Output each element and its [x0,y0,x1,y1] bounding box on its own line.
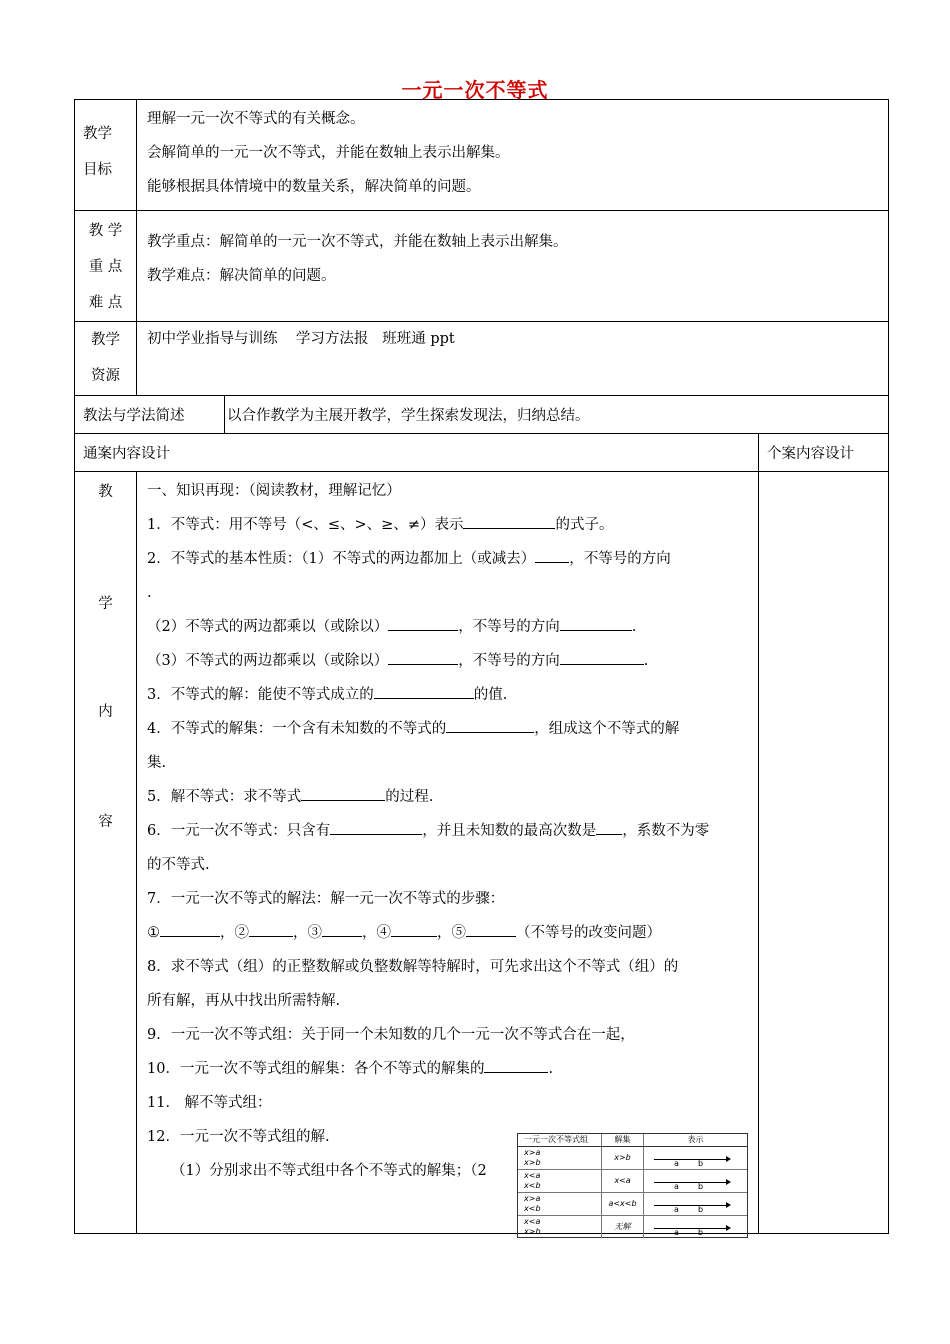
text-segment: 10．一元一次不等式组的解集：各个不等式的解集的 [147,1061,485,1077]
figure-header-cell: 解集 [602,1134,644,1146]
system-line: x>a [524,1148,541,1157]
content-line [137,1052,758,1086]
fill-blank[interactable] [160,920,220,937]
text-segment: 4．不等式的解集：一个含有未知数的不等式的 [147,721,447,737]
fill-blank[interactable] [330,818,422,835]
fill-blank[interactable] [388,648,458,665]
individual-design-column [759,472,889,1234]
methods-text: 以合作教学为主展开教学，学生探索发现法，归纳总结。 [227,408,590,424]
text-segment: 7．一元一次不等式的解法：解一元一次不等式的步骤： [147,891,505,907]
system-line: x>a [524,1194,541,1203]
text-segment: ，组成这个不等式的解 [534,721,680,737]
fill-blank[interactable] [249,920,293,937]
content-side-char: 内 [98,704,113,720]
text-segment: 的式子。 [555,517,614,533]
figure-row [518,1147,747,1170]
content-line [137,644,758,678]
system-line: x<b [524,1204,541,1213]
content-line [137,610,758,644]
text-segment: （1）分别求出不等式组中各个不等式的解集；（2 [171,1163,487,1179]
text-segment: ，④ [362,925,391,941]
figure-system-cell [518,1193,602,1215]
figure-system-cell [518,1170,602,1192]
figure-header-cell: 表示 [687,1135,704,1144]
page-title: 一元一次不等式 [401,78,549,102]
fill-blank[interactable] [322,920,362,937]
text-segment: ，不等号的方向 [458,653,560,669]
content-line [137,678,758,712]
fill-blank[interactable] [560,648,644,665]
figure-system-cell [518,1147,602,1169]
text-segment: ，系数不为零 [622,823,710,839]
content-line [137,746,758,780]
text-segment: （不等号的改变问题） [516,925,661,941]
fill-blank[interactable] [466,920,516,937]
text-segment: 12．一元一次不等式组的解. [147,1129,330,1145]
number-line-diagram [644,1147,747,1169]
content-side-char: 教 [98,484,113,500]
objectives-content [137,100,889,211]
content-line [137,814,758,848]
figure-row [518,1170,747,1193]
fill-blank[interactable] [301,784,385,801]
content-line [137,984,758,1018]
text-segment: 所有解，再从中找出所需特解. [147,993,341,1009]
number-line-diagram [644,1170,747,1192]
text-segment: ，并且未知数的最高次数是 [422,823,597,839]
text-segment: 8．求不等式（组）的正整数解或负整数解等特解时，可先求出这个不等式（组）的 [147,959,679,975]
number-line-diagram [644,1216,747,1238]
figure-row [518,1193,747,1216]
content-line [137,950,758,984]
objectives-label-text: 教学目标 [83,126,112,178]
axis-label: b [698,1182,704,1191]
figure-solution-cell: x>b [602,1147,644,1169]
text-segment: ，不等号的方向 [458,619,560,635]
axis-label: b [698,1159,704,1168]
text-segment: 3．不等式的解：能使不等式成立的 [147,687,374,703]
axis-label: b [698,1205,704,1214]
resources-label [75,322,137,396]
content-line [137,508,758,542]
inequality-system-figure [517,1133,748,1238]
fill-blank[interactable] [484,1056,548,1073]
text-segment: . [147,585,152,601]
text-segment: . [643,653,649,669]
system-line: x<a [524,1217,541,1226]
keypoints-label [75,211,137,322]
figure-solution-cell: a<x<b [602,1193,644,1215]
objectives-label [75,100,137,211]
content-line [137,780,758,814]
keypoints-label-line: 重 点 [88,259,123,275]
text-segment: 6．一元一次不等式：只含有 [147,823,331,839]
resources-label-line: 资源 [91,368,120,384]
text-segment: 集. [147,755,167,771]
system-line: x>b [524,1227,541,1236]
content-line [137,916,758,950]
axis-label: a [674,1159,679,1168]
text-segment: 9．一元一次不等式组：关于同一个未知数的几个一元一次不等式合在一起， [147,1027,635,1043]
system-line: x>b [524,1158,541,1167]
figure-header-row [518,1134,747,1147]
methods-label-text: 教法与学法简述 [83,408,185,424]
figure-solution-cell: 无解 [602,1216,644,1238]
text-segment: （2）不等式的两边都乘以（或除以） [147,619,389,635]
system-line: x<b [524,1181,541,1190]
content-line [137,848,758,882]
fill-blank[interactable] [560,614,632,631]
content-line [137,882,758,916]
resources-text: 初中学业指导与训练 学习方法报 班班通 ppt [147,331,455,347]
axis-label: b [698,1228,704,1237]
content-side-char: 学 [98,596,113,612]
content-line [137,576,758,610]
content-body [137,472,759,1234]
axis-label: a [674,1182,679,1191]
content-heading: 一、知识再现：（阅读教材，理解记忆） [147,483,401,499]
fill-blank[interactable] [596,818,622,835]
objective-item: 理解一元一次不等式的有关概念。 [147,111,365,127]
methods-label [75,396,225,434]
system-line: x<a [524,1171,541,1180]
text-segment: ，不等号的方向 [569,551,671,567]
common-design-label: 通案内容设计 [83,446,170,462]
axis-label: a [674,1205,679,1214]
keypoints-content [137,211,889,322]
objective-item: 能够根据具体情境中的数量关系，解决简单的问题。 [147,179,481,195]
text-segment: （3）不等式的两边都乘以（或除以） [147,653,389,669]
keypoints-label-line: 教 学 [88,223,123,239]
figure-solution-cell: x<a [602,1170,644,1192]
text-segment: 的不等式. [147,857,210,873]
objective-item: 会解简单的一元一次不等式，并能在数轴上表示出解集。 [147,145,510,161]
content-line [137,712,758,746]
number-line-diagram [644,1193,747,1215]
text-segment: 的过程. [385,789,434,805]
common-design-header [75,434,759,472]
keypoint-item: 教学难点：解决简单的问题。 [147,268,336,284]
individual-design-label: 个案内容设计 [767,446,854,462]
figure-system-cell [518,1216,602,1238]
figure-row [518,1216,747,1238]
text-segment: ，③ [293,925,322,941]
content-line [137,1018,758,1052]
fill-blank[interactable] [391,920,437,937]
individual-design-header [759,434,889,472]
content-line [137,1086,758,1120]
content-side-char: 容 [98,814,113,830]
keypoint-item: 教学重点：解简单的一元一次不等式，并能在数轴上表示出解集。 [147,234,568,250]
content-line [137,542,758,576]
resources-content [137,322,889,396]
methods-content [225,396,889,434]
text-segment: 11． 解不等式组： [147,1095,272,1111]
fill-blank[interactable] [535,546,569,563]
text-segment: ① [147,925,160,941]
figure-header-cell: 一元一次不等式组 [518,1134,602,1146]
axis-label: a [674,1228,679,1237]
fill-blank[interactable] [374,682,474,699]
keypoints-label-line: 难 点 [88,295,123,311]
fill-blank[interactable] [388,614,458,631]
content-side-label [75,472,137,1234]
text-segment: ，⑤ [437,925,466,941]
text-segment: 5．解不等式：求不等式 [147,789,302,805]
text-segment: ，② [220,925,249,941]
text-segment: 1．不等式：用不等号（<、≤、>、≥、≠）表示 [147,517,464,533]
lesson-plan-table [74,99,889,1234]
fill-blank[interactable] [446,716,534,733]
text-segment: 2．不等式的基本性质：（1）不等式的两边都加上（或减去） [147,551,536,567]
text-segment: 的值. [473,687,508,703]
text-segment: . [548,1061,554,1077]
fill-blank[interactable] [463,512,555,529]
text-segment: . [631,619,637,635]
resources-label-line: 教学 [91,332,120,348]
